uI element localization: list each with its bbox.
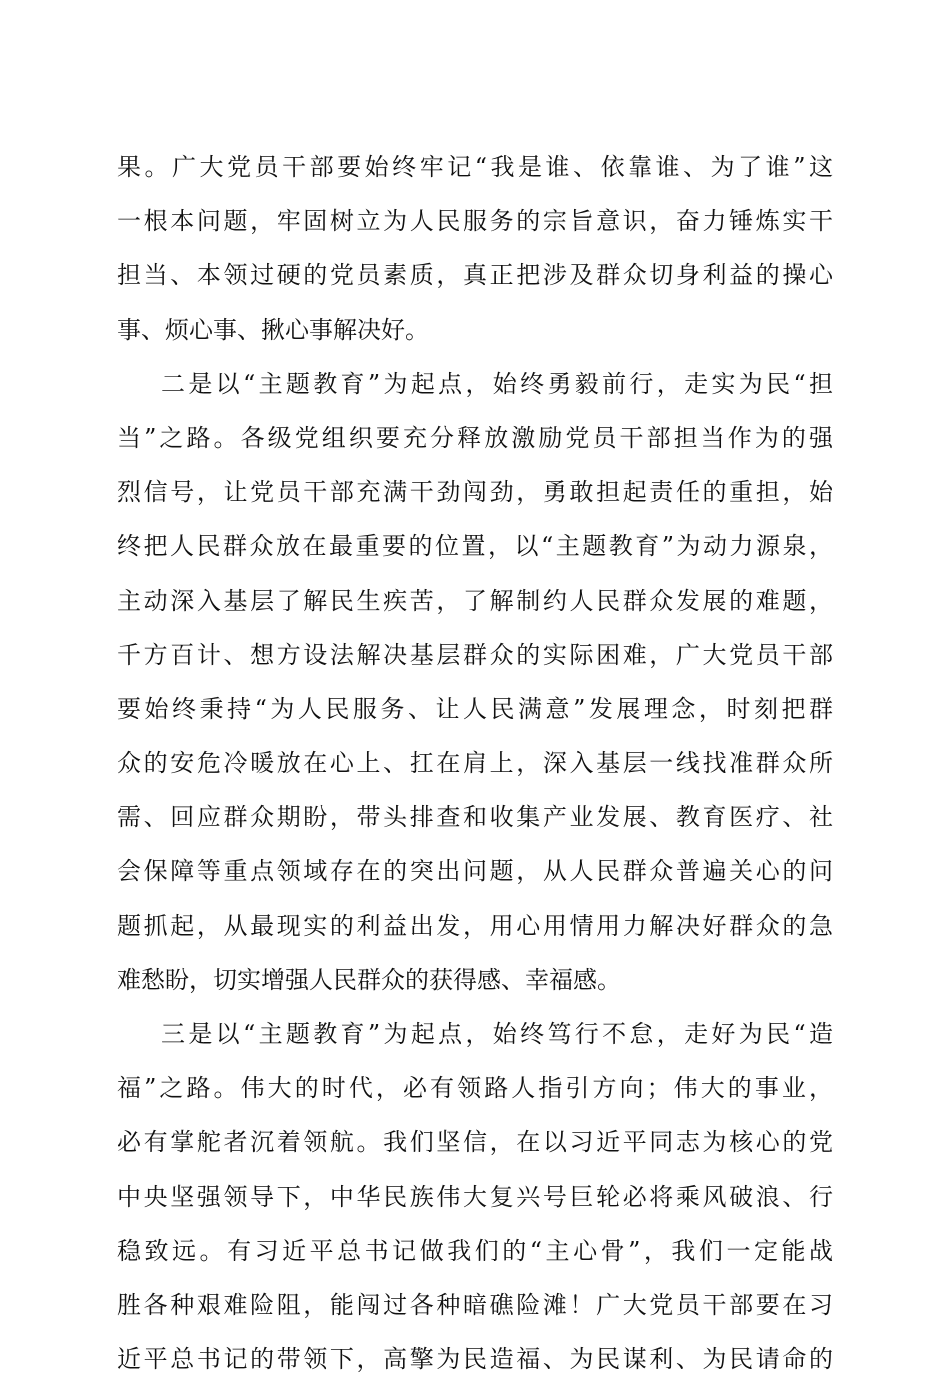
- text-line: 题抓起，从最现实的利益出发，用心用情用力解决好群众的急: [117, 911, 833, 940]
- text-line: 果。广大党员干部要始终牢记“我是谁、依靠谁、为了谁”这: [117, 153, 833, 181]
- text-line: 终把人民群众放在最重要的位置，以“主题教育”为动力源泉，: [117, 532, 833, 561]
- text-line: 会保障等重点领域存在的突出问题，从人民群众普遍关心的问: [117, 857, 833, 886]
- text-line: 担当、本领过硬的党员素质，真正把涉及群众切身利益的操心: [117, 261, 833, 290]
- text-line: 难愁盼，切实增强人民群众的获得感、幸福感。: [117, 965, 621, 994]
- text-line: 近平总书记的带领下，高擎为民造福、为民谋利、为民请命的: [117, 1345, 833, 1374]
- text-line: 众的安危冷暖放在心上、扛在肩上，深入基层一线找准群众所: [117, 749, 833, 778]
- text-line: 必有掌舵者沉着领航。我们坚信，在以习近平同志为核心的党: [117, 1128, 833, 1157]
- paragraph-3-start: 三是以“主题教育”为起点，始终笃行不怠，走好为民“造: [161, 1020, 833, 1048]
- text-line: 需、回应群众期盼，带头排查和收集产业发展、教育医疗、社: [117, 803, 833, 832]
- text-line: 主动深入基层了解民生疾苦，了解制约人民群众发展的难题，: [117, 586, 833, 615]
- text-line: 当”之路。各级党组织要充分释放激励党员干部担当作为的强: [117, 423, 833, 452]
- text-line: 千方百计、想方设法解决基层群众的实际困难，广大党员干部: [117, 640, 833, 669]
- text-line: 福”之路。伟大的时代，必有领路人指引方向；伟大的事业，: [117, 1074, 833, 1103]
- body-text: [117, 140, 833, 1386]
- text-line: 烈信号，让党员干部充满干劲闯劲，勇敢担起责任的重担，始: [117, 478, 833, 507]
- text-line: 事、烦心事、揪心事解决好。: [117, 315, 429, 344]
- text-line: 稳致远。有习近平总书记做我们的“主心骨”，我们一定能战: [117, 1236, 833, 1265]
- paragraph-2-start: 二是以“主题教育”为起点，始终勇毅前行，走实为民“担: [161, 369, 833, 398]
- text-line: 要始终秉持“为人民服务、让人民满意”发展理念，时刻把群: [117, 694, 833, 723]
- text-line: 中央坚强领导下，中华民族伟大复兴号巨轮必将乘风破浪、行: [117, 1182, 833, 1211]
- text-line: 胜各种艰难险阻，能闯过各种暗礁险滩！广大党员干部要在习: [117, 1290, 833, 1319]
- text-line: 一根本问题，牢固树立为人民服务的宗旨意识，奋力锤炼实干: [117, 207, 833, 236]
